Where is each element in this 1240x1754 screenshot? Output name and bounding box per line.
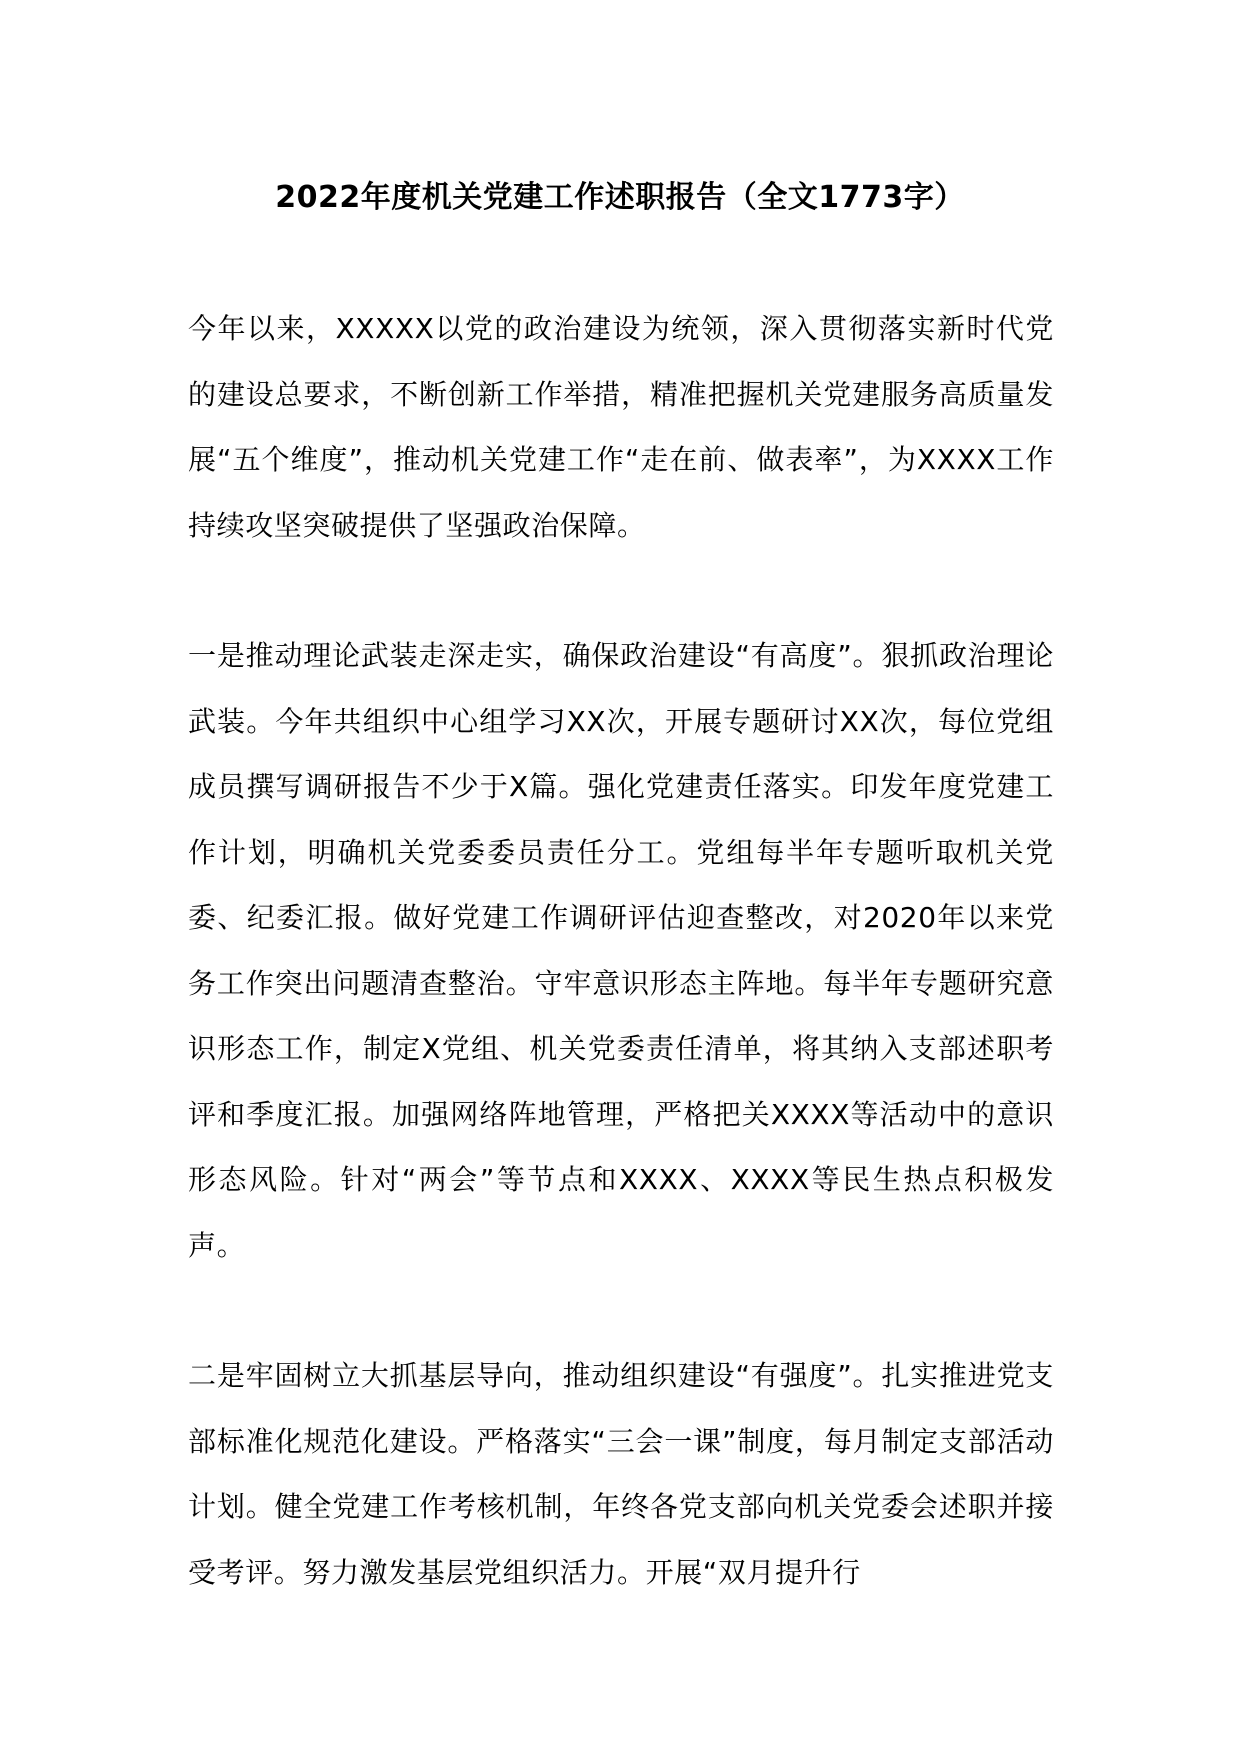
document-title: 2022年度机关党建工作述职报告（全文1773字） bbox=[275, 180, 965, 215]
paragraph-political-building: 一是推动理论武装走深走实，确保政治建设“有高度”。狠抓政治理论武装。今年共组织中心组学习XX次，开展专题研讨XX次，每位党组成员撰写调研报告不少于X篇。强化党建责任落实。印发年度党建工作计划，明确机关党委委员责任分工。党组每半年专题听取机关党委、纪委汇报。做好党建工作调研评估迎查整改，对2020年以来党务工作突出问题清查整治。守牢意识形态主阵地。每半年专题研究意识形态工作，制定X党组、机关党委责任清单，将其纳入支部述职考评和季度汇报。加强网络阵地管理，严格把关XXXX等活动中的意识形态风险。针对“两会”等节点和XXXX、XXXX等民生热点积极发声。 bbox=[188, 639, 1054, 1262]
paragraph-intro: 今年以来，XXXXX以党的政治建设为统领，深入贯彻落实新时代党的建设总要求，不断创新工作举措，精准把握机关党建服务高质量发展“五个维度”，推动机关党建工作“走在前、做表率”，为XXXX工作持续攻坚突破提供了坚强政治保障。 bbox=[188, 312, 1054, 542]
paragraph-organization-building: 二是牢固树立大抓基层导向，推动组织建设“有强度”。扎实推进党支部标准化规范化建设。严格落实“三会一课”制度，每月制定支部活动计划。健全党建工作考核机制，年终各党支部向机关党委会述职并接受考评。努力激发基层党组织活力。开展“双月提升行 bbox=[188, 1359, 1054, 1589]
